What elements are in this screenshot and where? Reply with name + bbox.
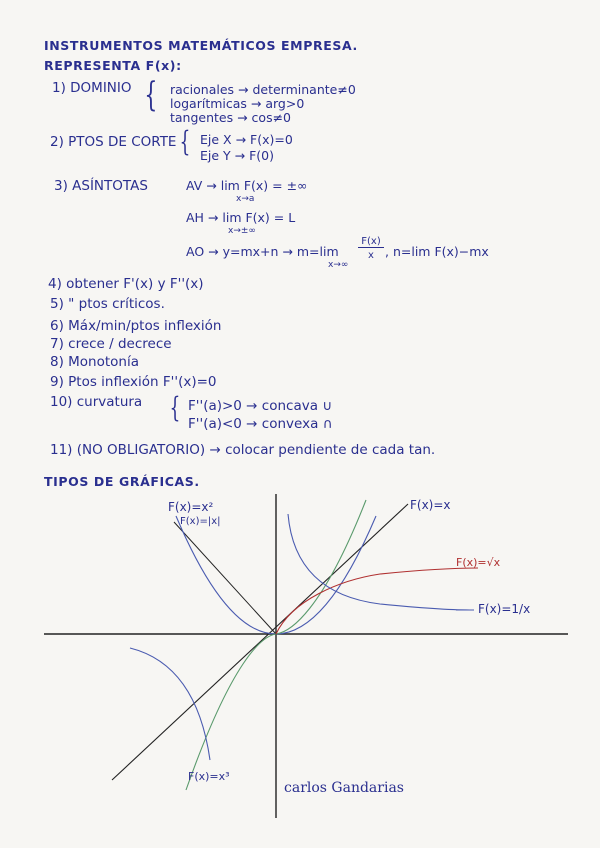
asymptote-horizontal: AH → lim F(x) = L [186, 210, 296, 225]
graph-title: TIPOS DE GRÁFICAS. [44, 474, 200, 489]
label-identity: F(x)=x [410, 498, 451, 512]
step-10-label: 10) curvatura [50, 394, 143, 410]
label-abs: F(x)=|x| [180, 516, 221, 527]
curve-abs [174, 522, 276, 634]
step-2-item-1: Eje X → F(x)=0 [200, 132, 293, 147]
step-2-item-2: Eje Y → F(0) [200, 148, 274, 163]
brace: { [169, 391, 181, 424]
asymptote-oblique-sub: x→∞ [328, 260, 349, 270]
step-4: 4) obtener F'(x) y F''(x) [48, 276, 204, 292]
step-1-label: 1) DOMINIO [52, 80, 132, 96]
page-subtitle: REPRESENTA F(x): [44, 58, 182, 73]
step-10-item-2: F''(a)<0 → convexa ∩ [188, 416, 333, 432]
brace: { [144, 75, 158, 115]
signature: carlos Gandarias [284, 780, 404, 796]
label-inverse: F(x)=1/x [478, 602, 531, 616]
curve-sqrt [276, 568, 478, 634]
step-11: 11) (NO OBLIGATORIO) → colocar pendiente de cada tan. [50, 442, 436, 458]
curve-hyperbola-left [130, 648, 210, 760]
step-7: 7) crece / decrece [50, 336, 172, 352]
step-8: 8) Monotonía [50, 354, 140, 370]
step-1-item-2: logarítmicas → arg>0 [170, 96, 305, 111]
curve-identity [112, 504, 408, 780]
label-cubic: F(x)=x³ [188, 770, 230, 783]
label-sqrt: F(x)=√x [456, 556, 501, 569]
step-5: 5) " ptos críticos. [50, 296, 165, 312]
asymptote-vertical: AV → lim F(x) = ±∞ [186, 178, 308, 193]
step-2-label: 2) PTOS DE CORTE [50, 134, 177, 150]
fraction-denominator: x [368, 250, 374, 261]
asymptote-vertical-sub: x→a [236, 194, 255, 204]
asymptote-oblique: AO → y=mx+n → m=lim [186, 244, 339, 259]
fraction-numerator: F(x) [358, 236, 384, 248]
brace: { [179, 125, 191, 158]
label-x-squared: F(x)=x² [168, 500, 214, 514]
step-1-item-1: racionales → determinante≠0 [170, 82, 356, 97]
step-10-item-1: F''(a)>0 → concava ∪ [188, 398, 333, 414]
step-6: 6) Máx/min/ptos inflexión [50, 318, 222, 334]
page-title: INSTRUMENTOS MATEMÁTICOS EMPRESA. [44, 38, 358, 53]
step-1-item-3: tangentes → cos≠0 [170, 110, 292, 125]
step-3-label: 3) ASÍNTOTAS [54, 178, 148, 194]
asymptote-horizontal-sub: x→±∞ [228, 226, 256, 236]
asymptote-oblique-rest: , n=lim F(x)−mx [385, 244, 489, 259]
step-9: 9) Ptos inflexión F''(x)=0 [50, 374, 217, 390]
